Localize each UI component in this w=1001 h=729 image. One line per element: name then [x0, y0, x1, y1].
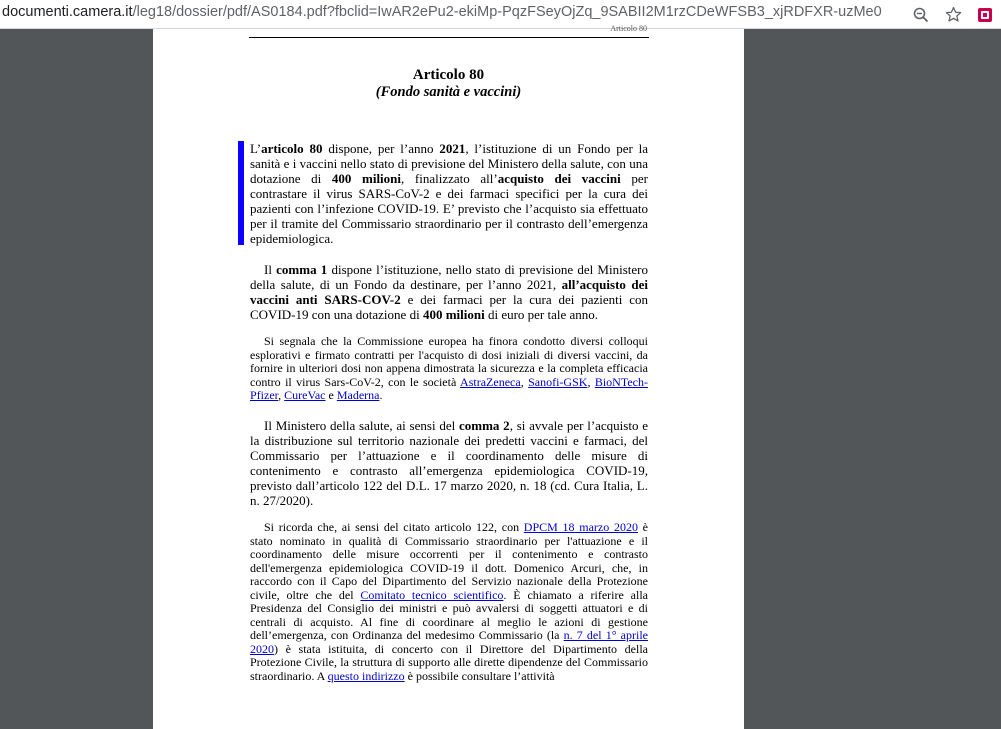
paragraph-summary: L’articolo 80 dispone, per l’anno 2021, l’istituzione di un Fondo per la sanità e i vaccini nello stato di previsione del Ministero della salute, con una dotazione di 400 milioni, finalizzato all’acquisto dei vaccini per contrastare il virus SARS-CoV-2 e dei farmaci specifici per la cura dei pazienti con l’infezione COVID-19. E’ previsto che l’acquisto sia effettuato per il tramite del Commissario straordinario per il contrasto dell’emergenza epidemiologica.	[250, 141, 649, 246]
url-path: /leg18/dossier/pdf/AS0184.pdf?fbclid=IwAR2ePu2-ekiMp-PqzFSeyOjZq_9SABII2M1rzCDeWFSB3_xjRDFXR-uzMe0	[132, 4, 882, 20]
article-title: Articolo 80	[412, 67, 485, 83]
extension-icon[interactable]	[969, 0, 1001, 29]
paragraph-note-commission: Si segnala che la Commissione europea ha finora condotto diversi colloqui esplorativi e firmato contratti per l'acquisto di dosi iniziali di diversi vaccini, da fornire in ulteriori dosi non appena dimostrata la sicurezza e la completa efficacia contro il virus Sars-CoV-2, con le società AstraZeneca, Sanofi-GSK, BioNTech-Pfizer, CureVac e Maderna.	[250, 334, 648, 402]
address-bar-actions	[905, 0, 1001, 29]
running-head	[249, 24, 649, 38]
link-ordinanza-n7[interactable]: n. 7 del 1° aprile 2020	[250, 628, 648, 656]
address-bar[interactable]	[0, 0, 1001, 29]
pdf-page	[153, 24, 744, 729]
link-curevac[interactable]: CureVac	[284, 388, 326, 402]
url-text[interactable]	[2, 4, 882, 20]
link-comitato-tecnico-scientifico[interactable]: Comitato tecnico scientifico	[360, 587, 504, 602]
pdf-viewer[interactable]	[0, 24, 1001, 691]
link-sanofi-gsk[interactable]: Sanofi-GSK	[528, 374, 588, 389]
link-maderna[interactable]: Maderna	[336, 388, 380, 402]
paragraph-comma-1: Il comma 1 dispone l’istituzione, nello stato di previsione del Ministero della salute, di un Fondo da destinare, per l’anno 2021, all’acquisto dei vaccini anti SARS-COV-2 e dei farmaci per la cura dei pazienti con COVID-19 con una dotazione di 400 milioni di euro per tale anno.	[250, 262, 648, 322]
article-subtitle: (Fondo sanità e vaccini)	[375, 84, 522, 100]
highlight-bar	[238, 141, 244, 245]
link-dpcm-18-marzo-2020[interactable]: DPCM 18 marzo 2020	[523, 520, 638, 534]
zoom-icon[interactable]	[905, 0, 937, 29]
url-host: documenti.camera.it	[2, 4, 133, 20]
link-questo-indirizzo[interactable]: questo indirizzo	[327, 668, 405, 683]
link-astrazeneca[interactable]: AstraZeneca	[460, 374, 521, 389]
link-biontech-pfizer[interactable]: BioNTech-Pfizer	[250, 374, 648, 402]
bookmark-star-icon[interactable]	[937, 0, 969, 29]
paragraph-note-commissioner: Si ricorda che, ai sensi del citato articolo 122, con DPCM 18 marzo 2020 è stato nominato in qualità di Commissario straordinario per l'attuazione e il coordinamento delle misure occorrenti per il contenimento e contrasto dell'emergenza epidemiologica COVID-19 il dott. Domenico Arcuri, che, in raccordo con il Capo del Dipartimento del Servizio nazionale della Protezione civile, oltre che del Comitato tecnico scientifico. È chiamato a riferire alla Presidenza del Consiglio dei ministri e può avvalersi di soggetti attuatori e di centrali di acquisto. Al fine di coordinare al meglio le azioni di gestione dell’emergenza, con Ordinanza del medesimo Commissario (la n. 7 del 1° aprile 2020) è stata istituita, di concerto con il Direttore del Dipartimento della Protezione Civile, la struttura di supporto alle dirette dipendenze del Commissario straordinario. A questo indirizzo è possibile consultare l’attività	[250, 520, 648, 683]
running-head-text: Articolo 80	[610, 24, 647, 33]
paragraph-comma-2: Il Ministero della salute, ai sensi del comma 2, si avvale per l’acquisto e la distribuzione sul territorio nazionale dei predetti vaccini e farmaci, del Commissario per l’attuazione e il coordinamento delle misure di contenimento e contrasto all’emergenza epidemiologica COVID-19, previsto dall’articolo 122 del D.L. 17 marzo 2020, n. 18 (cd. Cura Italia, L. n. 27/2020).	[250, 418, 649, 508]
